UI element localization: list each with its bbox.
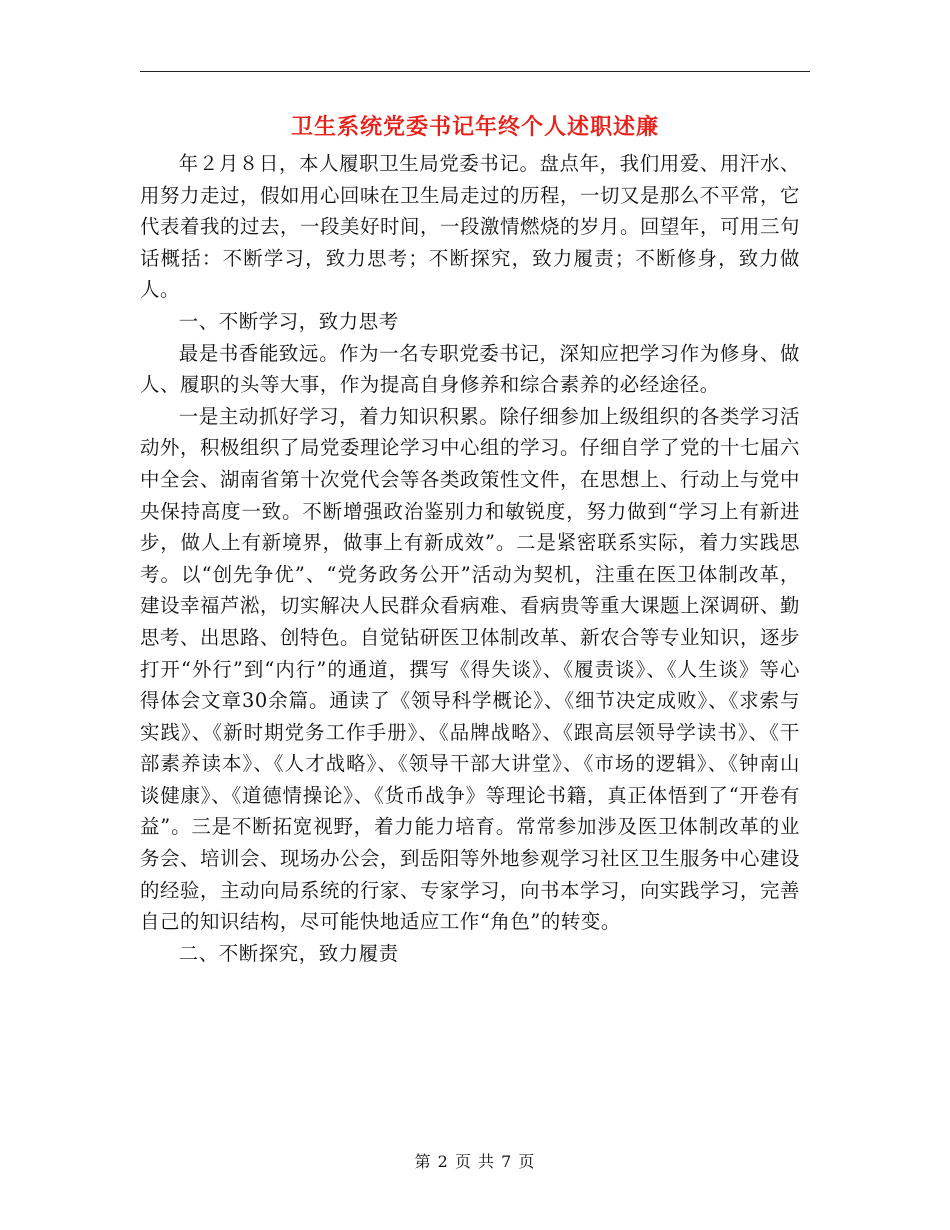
- page-footer: 第 2 页 共 7 页: [414, 1152, 536, 1171]
- document-body: [140, 148, 800, 969]
- paragraph-study-intro: 最是书香能致远。作为一名专职党委书记，深知应把学习作为修身、做人、履职的头等大事，作为提高自身修养和综合素养的必经途径。: [140, 341, 800, 397]
- section-heading-1: 一、不断学习，致力思考: [178, 309, 399, 333]
- section-heading-2: 二、不断探究，致力履责: [178, 941, 399, 965]
- document-title: 卫生系统党委书记年终个人述职述廉: [290, 114, 659, 140]
- header-rule: [140, 71, 810, 72]
- paragraph-intro: 年２月８日，本人履职卫生局党委书记。盘点年，我们用爱、用汗水、用努力走过，假如用心回味在卫生局走过的历程，一切又是那么不平常，它代表着我的过去，一段美好时间，一段激情燃烧的岁月。回望年，可用三句话概括：不断学习，致力思考；不断探究，致力履责；不断修身，致力做人。: [140, 152, 800, 302]
- paragraph-study-details: 一是主动抓好学习，着力知识积累。除仔细参加上级组织的各类学习活动外，积极组织了局党委理论学习中心组的学习。仔细自学了党的十七届六中全会、湖南省第十次党代会等各类政策性文件，在思想上、行动上与党中央保持高度一致。不断增强政治鉴别力和敏锐度，努力做到“学习上有新进步，做人上有新境界，做事上有新成效”。二是紧密联系实际，着力实践思考。以“创先争优”、“党务政务公开”活动为契机，注重在医卫体制改革，建设幸福芦淞，切实解决人民群众看病难、看病贵等重大课题上深调研、勤思考、出思路、创特色。自觉钻研医卫体制改革、新农合等专业知识，逐步打开“外行”到“内行”的通道，撰写《得失谈》、《履责谈》、《人生谈》等心得体会文章30余篇。通读了《领导科学概论》、《细节决定成败》、《求索与实践》、《新时期党务工作手册》、《品牌战略》、《跟高层领导学读书》、《干部素养读本》、《人才战略》、《领导干部大讲堂》、《市场的逻辑》、《钟南山谈健康》、《道德情操论》、《货币战争》等理论书籍，真正体悟到了“开卷有益”。三是不断拓宽视野，着力能力培育。常常参加涉及医卫体制改革的业务会、培训会、现场办公会，到岳阳等外地参观学习社区卫生服务中心建设的经验，主动向局系统的行家、专家学习，向书本学习，向实践学习，完善自己的知识结构，尽可能快地适应工作“角色”的转变。: [140, 404, 800, 934]
